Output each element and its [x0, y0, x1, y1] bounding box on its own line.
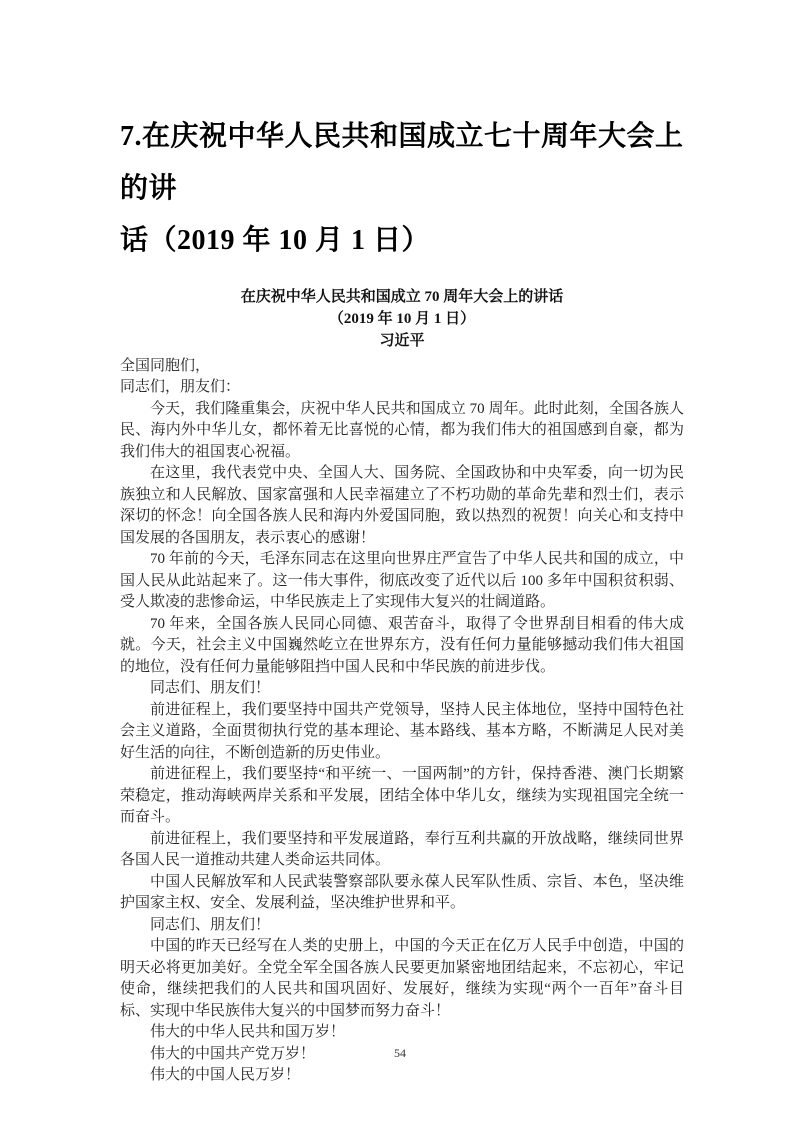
paragraph: 中国的昨天已经写在人类的史册上，中国的今天正在亿万人民手中创造，中国的明天必将更加美好。全党全军全国各族人民要更加紧密地团结起来，不忘初心，牢记使命，继续把我们的人民共和国巩固好、发展好，继续为实现“两个一百年”奋斗目标、实现中华民族伟大复兴的中国梦而努力奋斗！ — [120, 938, 684, 1019]
paragraph: 70 年来，全国各族人民同心同德、艰苦奋斗，取得了令世界刮目相看的伟大成就。今天，社会主义中国巍然屹立在世界东方，没有任何力量能够撼动我们伟大祖国的地位，没有任何力量能够阻挡中国人民和中华民族的前进步伐。 — [120, 615, 684, 675]
speech-author: 习近平 — [379, 332, 425, 349]
speech-header — [120, 286, 684, 352]
speech-date: （2019 年 10 月 1 日） — [328, 310, 476, 327]
chapter-title-line-1: 7.在庆祝中华人民共和国成立七十周年大会上的讲 — [120, 120, 684, 204]
paragraph: 中国人民解放军和人民武装警察部队要永葆人民军队性质、宗旨、本色，坚决维护国家主权、安全、发展利益，坚决维护世界和平。 — [120, 873, 684, 911]
paragraph: 70 年前的今天，毛泽东同志在这里向世界庄严宣告了中华人民共和国的成立，中国人民从此站起来了。这一伟大事件，彻底改变了近代以后 100 多年中国积贫积弱、受人欺凌的悲惨命运，中华民族走上了实现伟大复兴的壮阔道路。 — [120, 551, 684, 610]
paragraph: 今天，我们隆重集会，庆祝中华人民共和国成立 70 周年。此时此刻，全国各族人民、海内外中华儿女，都怀着无比喜悦的心情，都为我们伟大的祖国感到自豪，都为我们伟大的祖国衷心祝福。 — [120, 400, 684, 460]
speech-title: 在庆祝中华人民共和国成立 70 周年大会上的讲话 — [240, 288, 564, 305]
paragraph: 前进征程上，我们要坚持和平发展道路，奉行互利共赢的开放战略，继续同世界各国人民一道推动共建人类命运共同体。 — [120, 830, 684, 868]
paragraph: 同志们，朋友们： — [120, 379, 241, 395]
paragraph: 前进征程上，我们要坚持“和平统一、一国两制”的方针，保持香港、澳门长期繁荣稳定，推动海峡两岸关系和平发展，团结全体中华儿女，继续为实现祖国完全统一而奋斗。 — [120, 766, 684, 825]
speech-body — [120, 356, 684, 1087]
paragraph: 同志们、朋友们！ — [150, 680, 271, 696]
paragraph: 伟大的中华人民共和国万岁！ — [150, 1024, 346, 1040]
page-number: 54 — [394, 1046, 406, 1060]
paragraph: 全国同胞们， — [120, 357, 211, 374]
paragraph: 前进征程上，我们要坚持中国共产党领导，坚持人民主体地位，坚持中国特色社会主义道路，全面贯彻执行党的基本理论、基本路线、基本方略，不断满足人民对美好生活的向往，不断创造新的历史伟业。 — [120, 701, 684, 761]
paragraph: 同志们、朋友们！ — [150, 916, 271, 933]
paragraph: 伟大的中国共产党万岁！ — [150, 1045, 316, 1062]
chapter-title — [120, 111, 684, 267]
paragraph: 伟大的中国人民万岁！ — [150, 1067, 301, 1083]
chapter-title-line-2: 话（2019 年 10 月 1 日） — [120, 224, 431, 256]
paragraph: 在这里，我代表党中央、全国人大、国务院、全国政协和中央军委，向一切为民族独立和人民解放、国家富强和人民幸福建立了不朽功勋的革命先辈和烈士们，表示深切的怀念！向全国各族人民和海内外爱国同胞，致以热烈的祝贺！向关心和支持中国发展的各国朋友，表示衷心的感谢！ — [120, 465, 684, 546]
